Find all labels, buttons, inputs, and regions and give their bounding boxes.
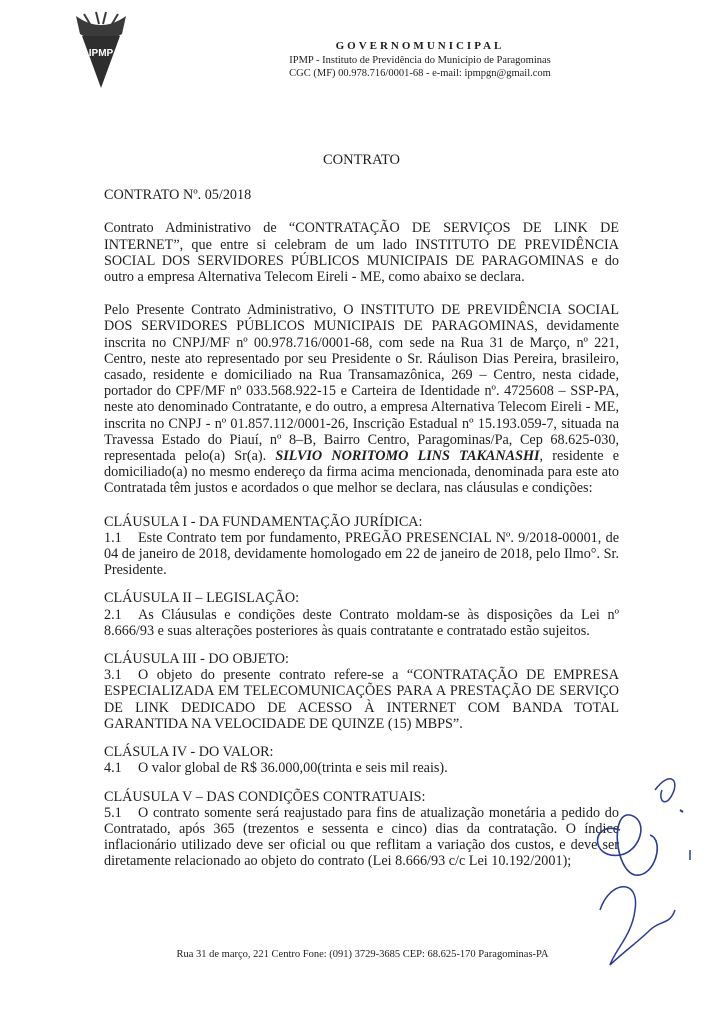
letterhead-institute: IPMP - Instituto de Previdência do Município de Paragominas	[289, 55, 551, 66]
logo-text: IPMP	[88, 48, 114, 59]
ipmp-logo	[70, 10, 132, 90]
clause-2-body	[104, 607, 619, 639]
clause-4-number: 4.1	[104, 760, 122, 777]
representative-name: SILVIO NORITOMO LINS TAKANASHI	[275, 448, 540, 465]
clause-5-number: 5.1	[104, 804, 122, 821]
clause-3-number: 3.1	[104, 667, 122, 684]
clause-1-heading: CLÁUSULA I - DA FUNDAMENTAÇÃO JURÍDICA:	[104, 513, 423, 530]
clause-2-text: As Cláusulas e condições deste Contrato moldam-se às disposições da Lei nº 8.666/93 e suas alterações posteriores às quais contratante e contratado estão sujeitos.	[104, 606, 619, 639]
intro-paragraph: Contrato Administrativo de “CONTRATAÇÃO DE SERVIÇOS DE LINK DE INTERNET”, que entre si celebram de um lado INSTITUTO DE PREVIDÊNCIA SOCIAL DOS SERVIDORES PÚBLICOS MUNICIPAIS DE PARAGOMINAS e do outro a empresa Alternativa Telecom Eireli - ME, como abaixo se declara.	[104, 220, 619, 286]
clause-4-heading: CLÁSULA IV - DO VALOR:	[104, 744, 274, 761]
footer-address: Rua 31 de março, 221 Centro Fone: (091) 3729-3685 CEP: 68.625-170 Paragominas-PA	[176, 949, 549, 960]
clause-1-body	[104, 530, 619, 579]
letterhead-contact: CGC (MF) 00.978.716/0001-68 - e-mail: ipmpgn@gmail.com	[289, 68, 551, 79]
parties-text-after: , residente e domiciliado(a) no mesmo endereço da firma acima mencionada, denominada para este ato Contratada têm justos e acordados o que melhor se declara, nas cláusulas e condições:	[104, 448, 619, 497]
clause-3-text: O objeto do presente contrato refere-se a “CONTRATAÇÃO DE EMPRESA ESPECIALIZADA EM TELECOMUNICAÇÕES PARA A PRESTAÇÃO DE SERVIÇO DE LINK DEDICADO DE ACESSO À INTERNET COM BANDA TOTAL GARANTIDA NA VELOCIDADE DE QUINZE (15) MBPS”.	[104, 667, 619, 732]
clause-4-body	[104, 760, 619, 776]
clause-2-number: 2.1	[104, 606, 122, 623]
clause-5-body	[104, 805, 619, 870]
letterhead-title: GOVERNOMUNICIPAL	[335, 40, 505, 52]
clause-1-number: 1.1	[104, 529, 122, 546]
clause-4-text: O valor global de R$ 36.000,00(trinta e seis mil reais).	[138, 760, 448, 777]
contract-number: CONTRATO Nº. 05/2018	[104, 187, 252, 204]
clause-2-heading: CLÁUSULA II – LEGISLAÇÃO:	[104, 590, 300, 607]
letterhead	[160, 40, 680, 80]
clause-5-heading: CLÁUSULA V – DAS CONDIÇÕES CONTRATUAIS:	[104, 788, 426, 805]
clause-3-body	[104, 667, 619, 732]
document-title: CONTRATO	[322, 152, 401, 168]
contract-body	[104, 152, 619, 882]
clause-3-heading: CLÁUSULA III - DO OBJETO:	[104, 651, 289, 668]
parties-text-before: Pelo Presente Contrato Administrativo, O INSTITUTO DE PREVIDÊNCIA SOCIAL DOS SERVIDORES PÚBLICOS MUNICIPAIS DE PARAGOMINAS, devidamente inscrita no CNPJ/MF nº 00.978.716/0001-68, com sede na Rua 31 de Março, nº 221, Centro, neste ato representado por seu Presidente o Sr. Ráulison Dias Pereira, brasileiro, casado, residente e domiciliado na Rua Transamazônica, 269 – Centro, nesta cidade, portador do CPF/MF nº 033.568.922-15 e Carteira de Identidade nº. 4725608 – SSP-PA, neste ato denominado Contratante, e do outro, a empresa Alternativa Telecom Eireli - ME, inscrita no CNPJ - nº 01.857.112/0001-26, Inscrição Estadual nº 15.193.059-7, situada na Travessa Estado do Piauí, nº 8–B, Bairro Centro, Paragominas/Pa, Cep 68.625-030, representada pelo(a) Sr(a).	[104, 302, 619, 465]
handwritten-signature	[580, 760, 710, 980]
clause-1-text: Este Contrato tem por fundamento, PREGÃO PRESENCIAL Nº. 9/2018-00001, de 04 de janeiro de 2018, devidamente homologado em 22 de janeiro de 2018, pelo Ilmo°. Sr. Presidente.	[104, 529, 619, 579]
clause-5-text: O contrato somente será reajustado para fins de atualização monetária a pedido do Contratado, após 365 (trezentos e sessenta e cinco) dias da contratação. O índice inflacionário utilizado deve ser oficial ou que reflitam a variação dos custos, e deve ser diretamente relacionado ao objeto do contrato (Lei 8.666/93 c/c Lei 10.192/2001);	[104, 804, 619, 870]
parties-paragraph	[104, 302, 619, 496]
